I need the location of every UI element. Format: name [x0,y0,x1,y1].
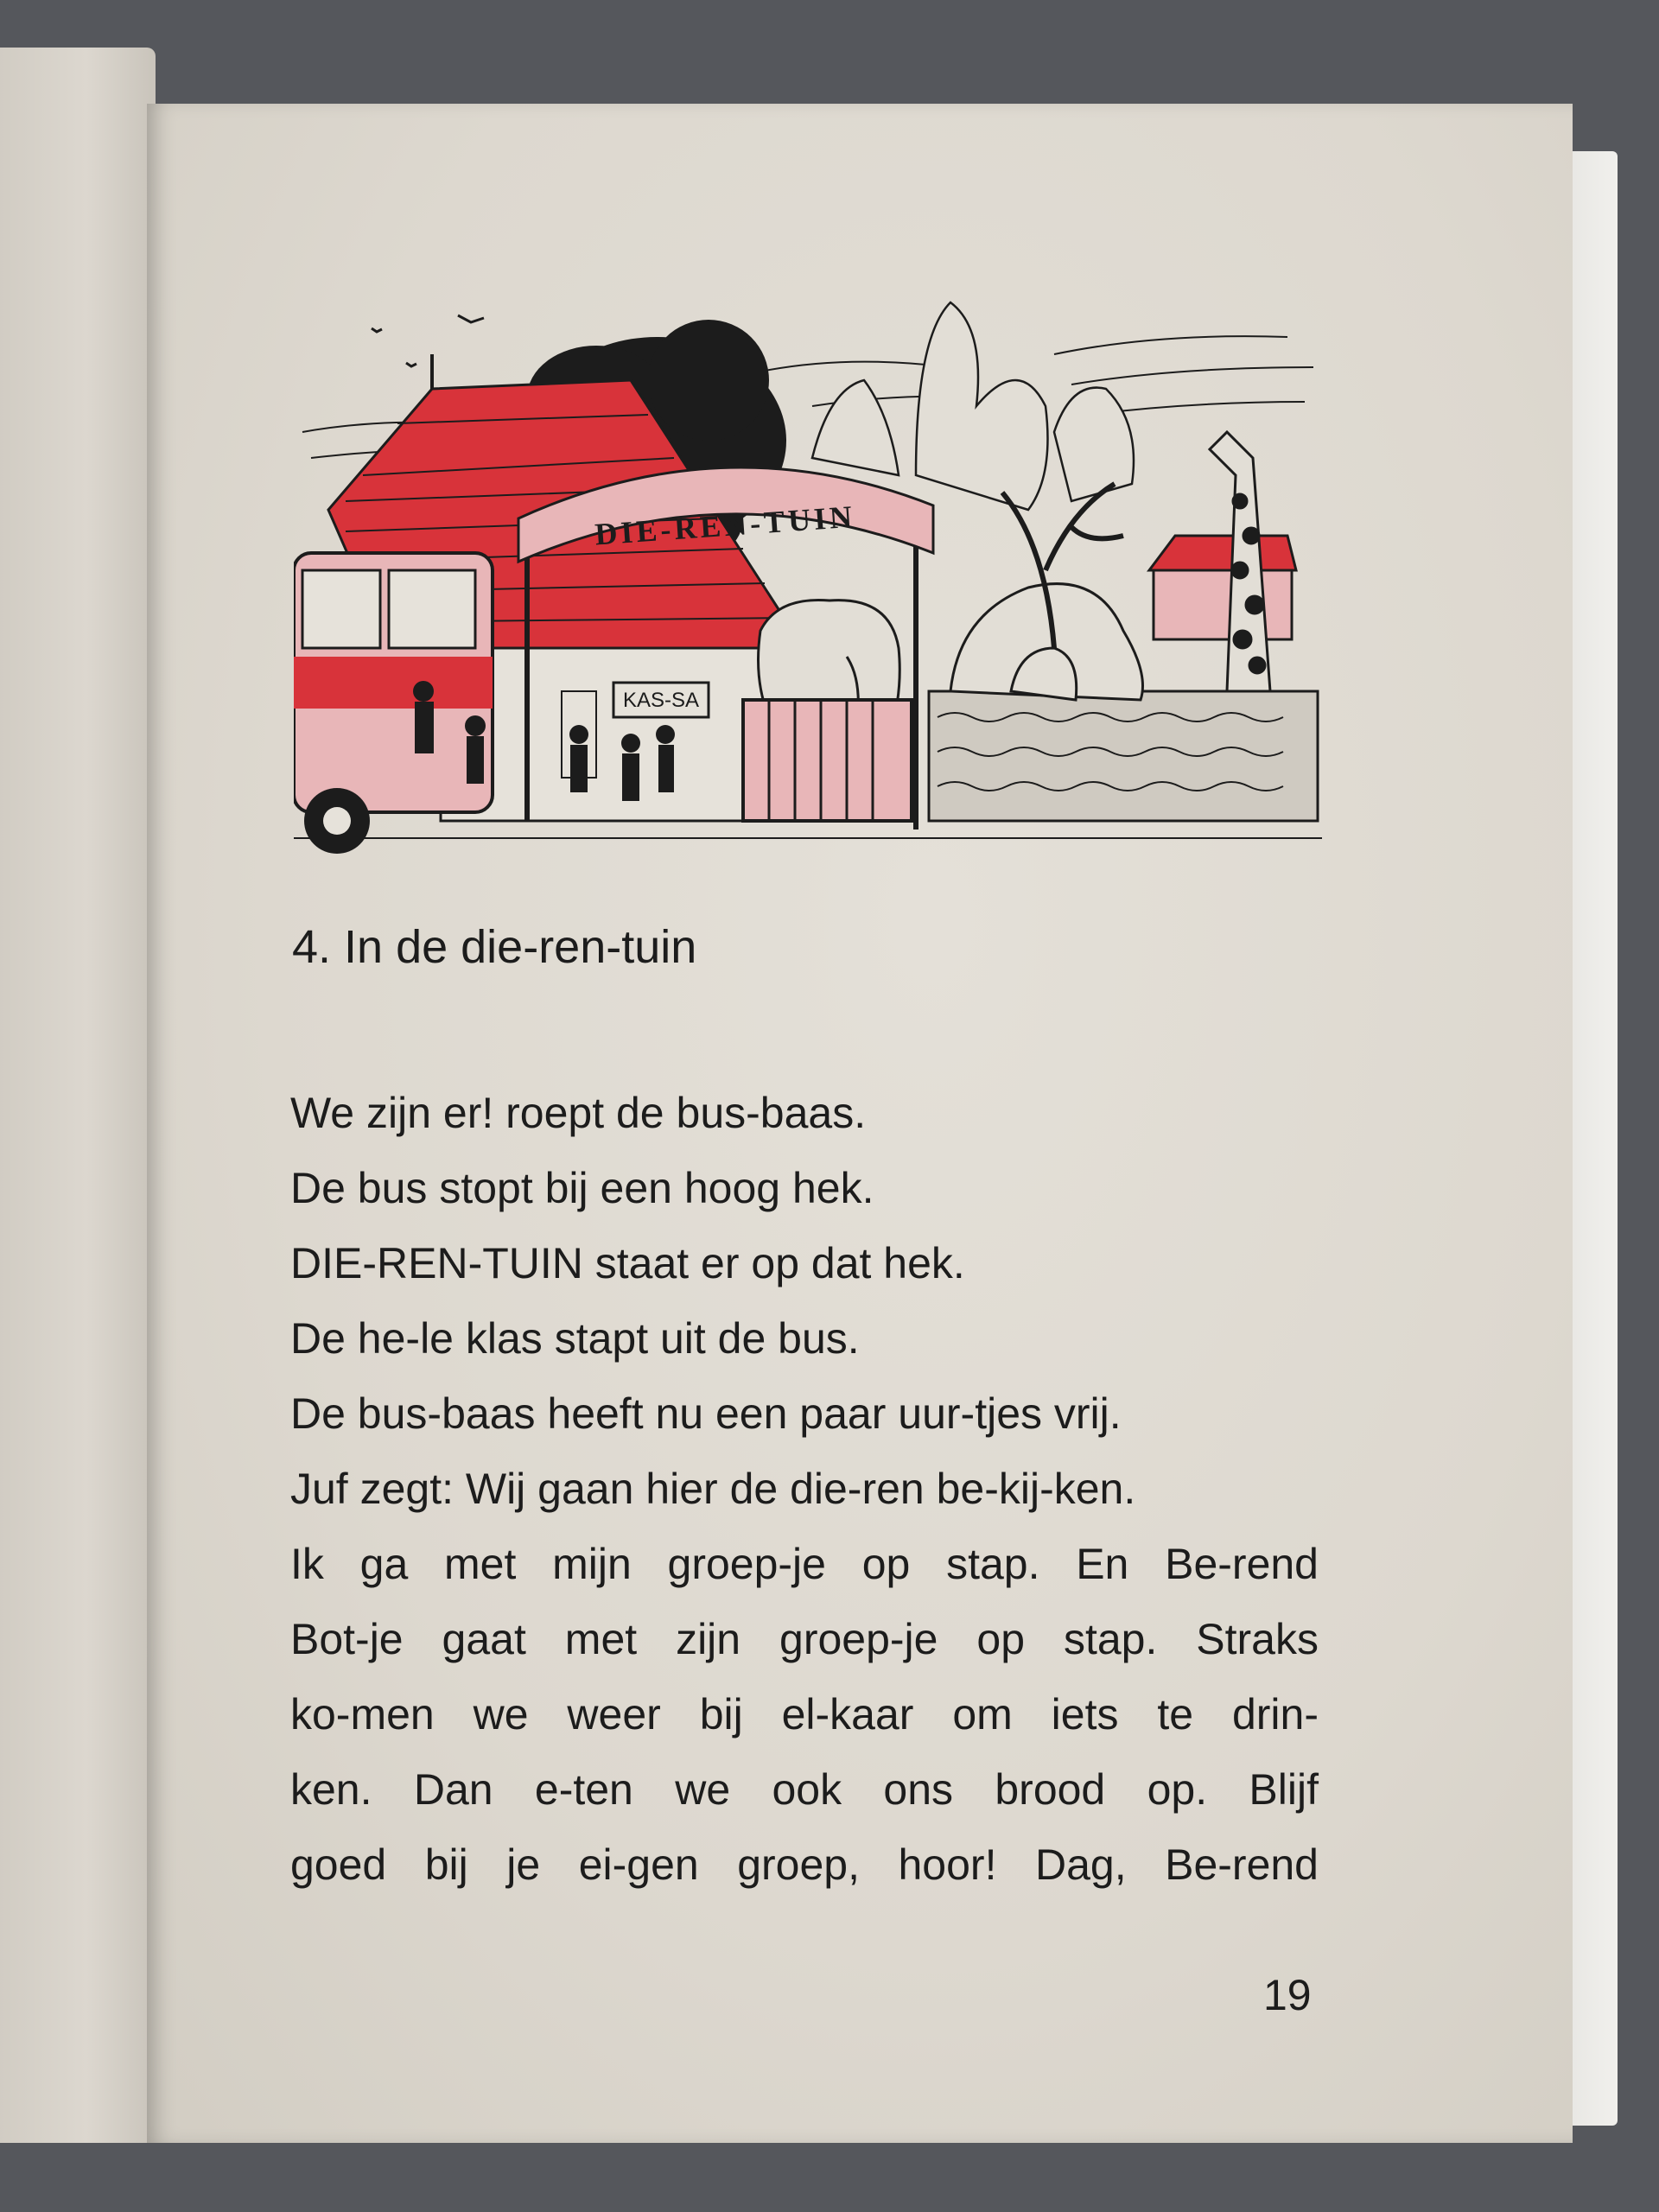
text-line: ken. Dan e-ten we ook ons brood op. Blijf [290,1765,1319,1814]
ticket-sign: KAS-SA [622,689,700,712]
story-text [290,1076,1319,1903]
text-line: We zijn er! roept de bus-baas. [290,1089,867,1137]
chapter-title: 4. In de die-ren-tuin [292,921,697,973]
text-line: Juf zegt: Wij gaan hier de die-ren be-kij-ken. [290,1465,1136,1513]
bird-icon [372,315,484,366]
text-line: Bot-je gaat met zijn groep-je op stap. Straks [290,1615,1319,1663]
gate-sign: DIE-REN-TUIN [594,499,857,552]
text-line: Ik ga met mijn groep-je op stap. En Be-rend [290,1540,1319,1588]
text-line: De bus-baas heeft nu een paar uur-tjes vrij. [290,1389,1122,1438]
text-line: goed bij je ei-gen groep, hoor! Dag, Be-rend [290,1840,1319,1889]
zoo-entrance-illustration [294,285,1331,881]
hedge [929,691,1318,821]
page-number: 19 [1263,1971,1312,2019]
bus [294,553,493,854]
text-line: De he-le klas stapt uit de bus. [290,1314,860,1363]
text-line: ko-men we weer bij el-kaar om iets te drin- [290,1690,1319,1738]
left-page-edge [0,48,156,2143]
gate-door [743,700,912,821]
text-line: De bus stopt bij een hoog hek. [290,1164,874,1212]
text-line: DIE-REN-TUIN staat er op dat hek. [290,1239,965,1287]
